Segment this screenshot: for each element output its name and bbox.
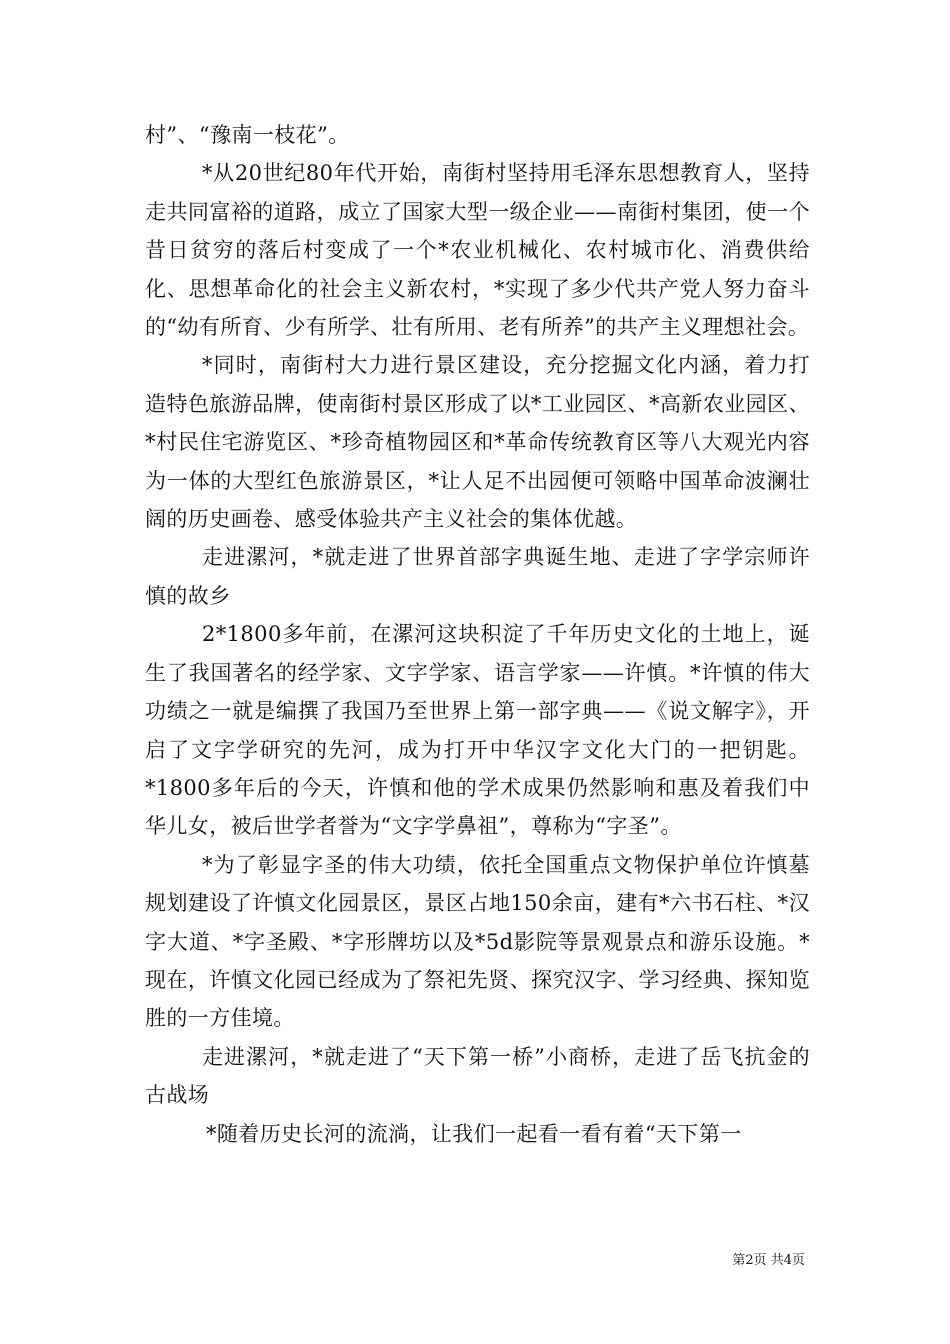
paragraph: 走进漯河，*就走进了世界首部字典诞生地、走进了字学宗师许慎的故乡 <box>145 545 810 608</box>
page-number-footer: 第2页 共4页 <box>732 1253 805 1268</box>
paragraph: *随着历史长河的流淌，让我们一起看一看有着“天下第一 <box>206 1121 742 1146</box>
paragraph: *为了彰显字圣的伟大功绩，依托全国重点文物保护单位许慎墓规划建设了许慎文化园景区，景区占地150余亩，建有*六书石柱、*汉字大道、*字圣殿、*字形牌坊以及*5d影院等景观景点和游乐设施。*现在，许慎文化园已经成为了祭祀先贤、探究汉字、学习经典、探知览胜的一方佳境。 <box>145 852 810 1031</box>
paragraph: 2*1800多年前，在漯河这块积淀了千年历史文化的土地上，诞生了我国著名的经学家、文字学家、语言学家——许慎。*许慎的伟大功绩之一就是编撰了我国乃至世界上第一部字典——《说文解字》，开启了文字学研究的先河，成为打开中华汉字文化大门的一把钥匙。*1800多年后的今天，许慎和他的学术成果仍然影响和惠及着我们中华儿女，被后世学者誉为“文字学鼻祖”，尊称为“字圣”。 <box>145 622 810 839</box>
paragraph: *从20世纪80年代开始，南街村坚持用毛泽东思想教育人，坚持走共同富裕的道路，成立了国家大型一级企业——南街村集团，使一个昔日贫穷的落后村变成了一个*农业机械化、农村城市化、消费供给化、思想革命化的社会主义新农村，*实现了多少代共产党人努力奋斗的“幼有所育、少有所学、壮有所用、老有所养”的共产主义理想社会。 <box>145 161 810 340</box>
paragraph: *同时，南街村大力进行景区建设，充分挖掘文化内涵，着力打造特色旅游品牌，使南街村景区形成了以*工业园区、*高新农业园区、*村民住宅游览区、*珍奇植物园区和*革命传统教育区等八大观光内容为一体的大型红色旅游景区，*让人足不出园便可领略中国革命波澜壮阔的历史画卷、感受体验共产主义社会的集体优越。 <box>145 353 810 532</box>
document-body <box>145 116 810 1153</box>
paragraph: 走进漯河，*就走进了“天下第一桥”小商桥，走进了岳飞抗金的古战场 <box>145 1044 810 1108</box>
paragraph: 村”、“豫南一枝花”。 <box>145 123 350 147</box>
